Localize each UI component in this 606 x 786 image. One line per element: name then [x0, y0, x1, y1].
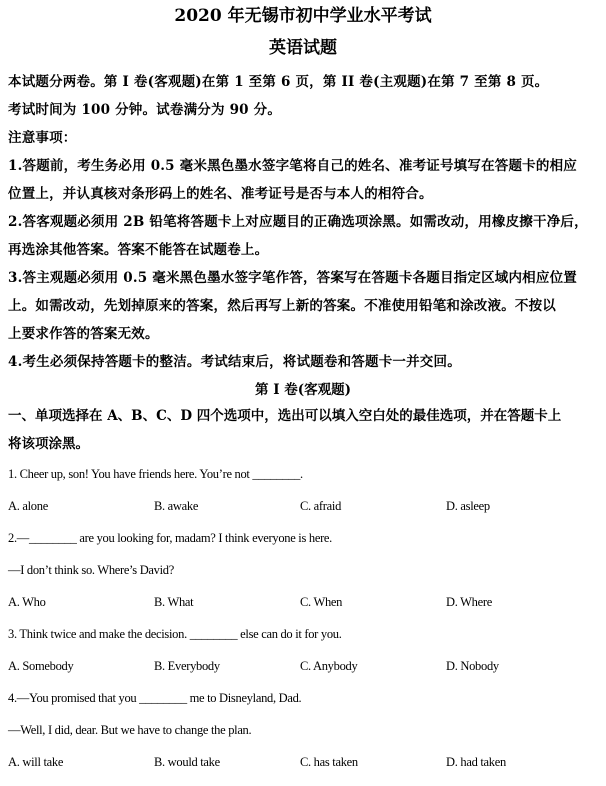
option-d: D. had taken [446, 755, 506, 769]
instruction-line: 本试题分两卷。第 I 卷(客观题)在第 1 至第 6 页，第 II 卷(主观题)在第 7 至第 8 页。 [8, 74, 549, 90]
question-stem: 1. Cheer up, son! You have friends here. You’re not ________. [8, 467, 303, 481]
instruction-line: 再选涂其他答案。答案不能答在试题卷上。 [8, 242, 269, 258]
option-a: A. Somebody [8, 659, 74, 673]
option-c: C. afraid [300, 499, 342, 513]
question-stem: 4.—You promised that you ________ me to Disneyland, Dad. [8, 691, 302, 705]
instruction-line: 4.考生必须保持答题卡的整洁。考试结束后，将试题卷和答题卡一并交回。 [8, 354, 461, 370]
instruction-line: 位置上，并认真核对条形码上的姓名、准考证号是否与本人的相符合。 [8, 186, 433, 202]
instruction-line: 1.答题前，考生务必用 0.5 毫米黑色墨水签字笔将自己的姓名、准考证号填写在答题卡的相应 [8, 158, 577, 174]
option-b: B. awake [154, 499, 199, 513]
option-d: D. Where [446, 595, 492, 609]
section-instruction: 将该项涂黑。 [8, 436, 89, 452]
instruction-line: 2.答客观题必须用 2B 铅笔将答题卡上对应题目的正确选项涂黑。如需改动，用橡皮擦干净后， [8, 214, 588, 230]
option-c: C. has taken [300, 755, 358, 769]
question-reply: —Well, I did, dear. But we have to change the plan. [8, 723, 252, 737]
answer-options [8, 746, 598, 778]
answer-options [8, 650, 598, 682]
option-c: C. Anybody [300, 659, 358, 673]
option-c: C. When [300, 595, 343, 609]
section-title: 第 I 卷(客观题) [255, 382, 351, 398]
option-b: B. Everybody [154, 659, 220, 673]
option-b: B. What [154, 595, 194, 609]
exam-instructions [8, 68, 598, 376]
exam-subtitle: 英语试题 [269, 38, 337, 58]
option-a: A. Who [8, 595, 46, 609]
answer-options [8, 490, 598, 522]
question-4 [8, 682, 598, 778]
exam-title: 2020 年无锡市初中学业水平考试 [174, 6, 432, 26]
option-a: A. alone [8, 499, 48, 513]
question-1 [8, 458, 598, 522]
instruction-line: 注意事项： [8, 130, 77, 146]
question-stem: 2.—________ are you looking for, madam? I think everyone is here. [8, 531, 333, 545]
instruction-line: 考试时间为 100 分钟。试卷满分为 90 分。 [8, 102, 282, 118]
option-d: D. Nobody [446, 659, 499, 673]
question-2 [8, 522, 598, 618]
option-a: A. will take [8, 755, 64, 769]
section-instruction: 一、单项选择在 A、B、C、D 四个选项中，选出可以填入空白处的最佳选项，并在答题卡上 [8, 408, 562, 424]
option-b: B. would take [154, 755, 220, 769]
instruction-line: 3.答主观题必须用 0.5 毫米黑色墨水签字笔作答，答案写在答题卡各题目指定区域内相应位置 [8, 270, 577, 286]
answer-options [8, 586, 598, 618]
option-d: D. asleep [446, 499, 490, 513]
question-3 [8, 618, 598, 682]
question-stem: 3. Think twice and make the decision. ________ else can do it for you. [8, 627, 342, 641]
instruction-line: 上。如需改动，先划掉原来的答案，然后再写上新的答案。不准使用铅笔和涂改液。不按以 [8, 298, 556, 314]
instruction-line: 上要求作答的答案无效。 [8, 326, 159, 342]
question-reply: —I don’t think so. Where’s David? [8, 563, 174, 577]
